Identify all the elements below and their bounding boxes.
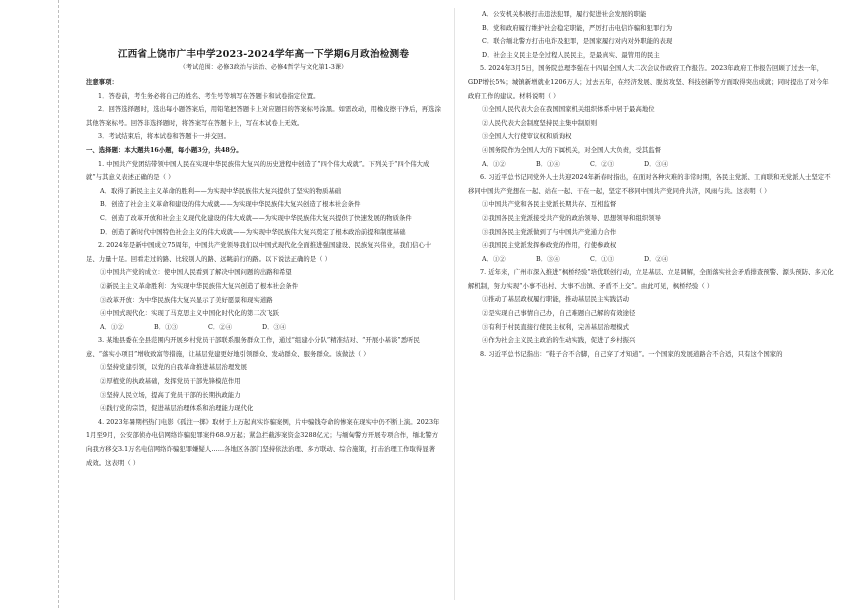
statement-item: ②新民主主义革命胜利：为实现中华民族伟大复兴创造了根本社会条件 [100, 282, 299, 290]
question-stem: 2. 2024年是新中国成立75周年，中国共产党领导我们以中国式现代化全面推进强国建设、民族复兴伟业，我们信心十足、力量十足。回看走过的路、比较别人的路、远眺前行的路。以下说法正确的是（ ） [86, 242, 432, 263]
exam-scope: （考试范围：必修3政治与法治、必修4哲学与文化第1-3课） [179, 64, 348, 71]
notes-heading: 注意事项： [86, 79, 118, 86]
option-b: B．党和政府履行维护社会稳定职能，严厉打击电信诈骗和犯罪行为 [482, 24, 673, 32]
section-heading: 一、选择题：本大题共16小题，每小题3分，共48分。 [86, 146, 243, 154]
statement-item: ④作为社会主义民主政治的生动实践，促进了乡村振兴 [482, 337, 636, 345]
question-stem: 6. 习近平总书记同党外人士共迎2024年新春时指出，在面对各种灾难的非常时期，各民主党派、工商联和无党派人士坚定不移同中国共产党想在一起、站在一起、干在一起，坚定不移同中国共产党同舟共济，风雨与共。这表明（ ） [468, 174, 831, 195]
choice-c: C．②③ [590, 160, 615, 168]
choice-c: C．②④ [208, 323, 233, 331]
question-7 [468, 266, 834, 348]
statement-item: ②人民代表大会制度坚持民主集中制原则 [482, 119, 598, 127]
statement-item: ③有利于村民直接行使民主权利，完善基层治理模式 [482, 323, 630, 331]
question-5 [468, 62, 834, 171]
choice-d: D．③④ [262, 323, 287, 331]
answer-choices [468, 253, 834, 267]
statement-item: ④践行党的宗旨，促进基层治理体系和治理能力现代化 [100, 405, 254, 413]
question-stem: 1. 中国共产党团结带领中国人民在实现中华民族伟大复兴的历史进程中创造了“四个伟大成就”。下列关于“四个伟大成就”与其意义表述正确的是（ ） [86, 160, 430, 182]
note-item: 2．回答选择题时，选出每小题答案后，用铅笔把答题卡上对应题目的答案标号涂黑。如需改动，用橡皮擦干净后，再选涂其他答案标号。回答非选择题时，将答案写在答题卡上，写在本试卷上无效。 [86, 106, 441, 127]
question-1 [86, 158, 441, 240]
choice-d: D．②④ [644, 255, 669, 263]
question-stem: 4. 2023年暑期档热门电影《孤注一掷》取材于上万起真实诈骗案例，片中骗钱夺命的惨案在现实中仍不断上演。2023年1月至9月，公安部侦办电信网络诈骗犯罪案件68.9万起；紧急拦截涉案资金3288亿元；与缅甸警方开展专项合作，缅北警方向我方移交3.1万名电信网络诈骗犯罪嫌疑人……各地区各部门坚持依法治理、多方联动、综合施策，打击治理工作取得显著成效。这表明（ ） [86, 418, 440, 467]
note-item: 1．答卷前，考生务必将自己的姓名、考生号等填写在答题卡和试卷指定位置。 [98, 92, 320, 100]
option-a: A．取得了新民主主义革命的胜利——为实现中华民族伟大复兴提供了坚实的物质基础 [100, 187, 342, 195]
statement-item: ③我国各民主党派做到了与中国共产党通力合作 [482, 228, 617, 236]
choice-b: B．①④ [536, 160, 560, 168]
answer-choices [86, 321, 441, 335]
option-b: B．创造了社会主义革命和建设的伟大成就——为实现中华民族伟大复兴创造了根本社会条件 [100, 201, 361, 209]
choice-d: D．③④ [644, 160, 669, 168]
statement-item: ④我国民主党派发挥参政党的作用，行使参政权 [482, 242, 617, 250]
statement-item: ①推动了基层政权履行职能，推动基层民主实践活动 [482, 296, 630, 304]
statement-item: ①坚持党建引领，以党的自我革命推进基层治理发展 [100, 364, 248, 372]
answer-choices [468, 158, 834, 172]
left-column [86, 8, 441, 604]
option-d: D．社会主义民主是全过程人民民主，是最真实、最管用的民主 [482, 51, 660, 59]
option-c: C．联合缅北警方打击电诈及犯罪，是国家履行对内对外职能的表现 [482, 38, 673, 46]
question-stem: 3. 某地县委在全县范围内开展乡村党员干部联系服务群众工作，通过“组建小分队”精准结对、“开展小基谈”悉听民意、“落实小项目”增收致富等措施，让基层党建更好地引领群众、发动群众、服务群众。该做法（ ） [86, 337, 420, 358]
right-column [468, 8, 834, 604]
statement-item: ②是实现自己事情自己办，自己难题自己解的有效途径 [482, 310, 636, 318]
statement-item: ③坚持人民立场，提高了党员干部的长期执政能力 [100, 391, 241, 399]
option-a: A．公安机关积极打击违法犯罪，履行促进社会发展的职能 [482, 11, 647, 18]
binding-margin [0, 0, 59, 608]
question-4-options [468, 8, 834, 62]
statement-item: ①全国人民代表大会在我国国家机关组织体系中居于最高地位 [482, 106, 655, 114]
column-divider [454, 8, 455, 600]
choice-a: A．①② [482, 160, 506, 168]
statement-item: ②厚植党的执政基础，发挥党员干部先锋模范作用 [100, 378, 241, 386]
question-8 [468, 348, 834, 362]
statement-item: ③改革开放：为中华民族伟大复兴显示了美好愿景和现实道路 [100, 296, 273, 304]
choice-a: A．①② [100, 323, 124, 331]
question-4 [86, 416, 441, 470]
option-d: D．创造了新时代中国特色社会主义的伟大成就——为实现中华民族伟大复兴奠定了根本政治前提和制度基础 [100, 228, 406, 236]
question-6 [468, 171, 834, 266]
option-c: C．创造了改革开放和社会主义现代化建设的伟大成就——为实现中华民族伟大复兴提供了快速发展的物质条件 [100, 214, 412, 222]
question-stem: 5. 2024年3月5日，国务院总理李强在十四届全国人大二次会议作政府工作报告。2023年政府工作报告回顾了过去一年，GDP增长5%；城镇新增就业1206万人；过去五年，在经济发展、脱贫攻坚、科技创新等方面取得突出成就；同时提出了对今年政府工作的建议。材料说明（ ） [468, 65, 829, 100]
statement-item: ④国务院作为全国人大的下属机关，对全国人大负责，受其监督 [482, 146, 662, 154]
question-3 [86, 334, 441, 416]
choice-b: B．③④ [536, 255, 560, 263]
choice-a: A．①② [482, 255, 506, 263]
statement-item: ①中国共产党和各民主党派长期共存、互相监督 [482, 201, 617, 209]
choice-c: C．①③ [590, 255, 615, 263]
note-item: 3．考试结束后，将本试卷和答题卡一并交回。 [98, 133, 230, 141]
statement-item: ②我国各民主党派接受共产党的政治领导、思想领导和组织领导 [482, 214, 662, 222]
question-stem: 8. 习近平总书记指出：“鞋子合不合脚，自己穿了才知道”。一个国家的发展道路合不合适，只有这个国家的 [480, 350, 783, 358]
statement-item: ①中国共产党的成立：使中国人民看到了解决中国问题的出路和希望 [100, 269, 292, 277]
question-2 [86, 239, 441, 334]
choice-b: B．①③ [154, 323, 178, 331]
page-title: 江西省上饶市广丰中学2023-2024学年高一下学期6月政治检测卷 [117, 49, 410, 60]
statement-item: ④中国式现代化：实现了马克思主义中国化时代化的第二次飞跃 [100, 310, 280, 318]
statement-item: ③全国人大行使审议权和质询权 [482, 133, 572, 141]
question-stem: 7. 近年来，广州市深入推进“枫桥经验”培优联创行动，立足基层、立足调解，全面落实社会矛盾排查预警、源头预防、多元化解机制，努力实现“小事不出村、大事不出镇、矛盾不上交”。由此可见，枫桥经验（ ） [468, 269, 834, 290]
